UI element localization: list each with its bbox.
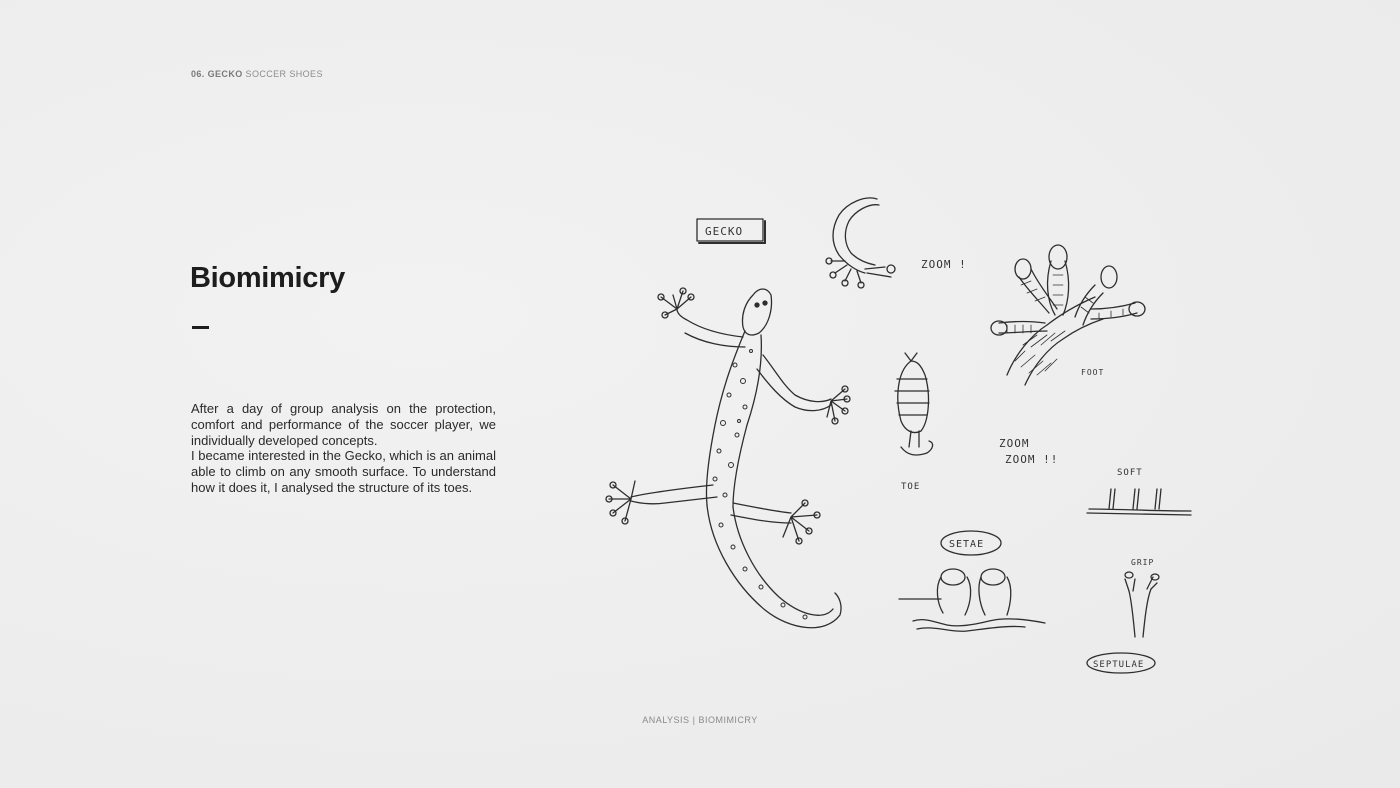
title-underline	[192, 326, 209, 329]
body-text	[191, 401, 496, 496]
setae-pads-sketch	[899, 569, 1045, 631]
label-zoom-zoom-2: ZOOM !!	[1005, 453, 1059, 466]
footer-topic: BIOMIMICRY	[698, 715, 758, 725]
label-grip: GRIP	[1131, 558, 1155, 567]
gecko-leg-zoom-sketch	[826, 198, 895, 288]
gecko-foot-zoom-sketch	[991, 245, 1145, 385]
label-septulae: SEPTULAE	[1093, 660, 1145, 670]
gecko-sketch-svg	[595, 185, 1205, 675]
page-footer	[0, 715, 1400, 725]
label-gecko: GECKO	[705, 225, 744, 238]
label-zoom: ZOOM !	[921, 258, 967, 271]
project-brand: GECKO	[207, 69, 243, 79]
footer-separator: |	[692, 715, 696, 725]
label-setae: SETAE	[949, 539, 985, 550]
body-paragraph-2: I became interested in the Gecko, which is an animal able to climb on any smooth surface. To understand how it does it, I analysed the structure of its toes.	[191, 448, 496, 495]
body-paragraph-1: After a day of group analysis on the protection, comfort and performance of the soccer player, we individually developed concepts.	[191, 401, 496, 448]
label-zoom-zoom-1: ZOOM	[999, 437, 1030, 450]
foot-scale-pattern	[1007, 275, 1123, 375]
septulae-sketch	[1125, 572, 1159, 637]
project-subtitle: SOCCER SHOES	[245, 69, 323, 79]
project-number: 06.	[191, 69, 205, 79]
gecko-toe-sketch	[895, 353, 933, 455]
page-title: Biomimicry	[190, 262, 345, 294]
footer-section: ANALYSIS	[642, 715, 690, 725]
gecko-sketch-illustration	[595, 185, 1205, 675]
soft-setae-sketch	[1087, 489, 1191, 515]
gecko-body-drawing	[606, 288, 850, 628]
label-toe: TOE	[901, 482, 921, 492]
project-header	[191, 69, 323, 79]
label-foot: FOOT	[1081, 368, 1105, 377]
gecko-skin-spots	[713, 350, 807, 620]
label-soft: SOFT	[1117, 468, 1143, 478]
